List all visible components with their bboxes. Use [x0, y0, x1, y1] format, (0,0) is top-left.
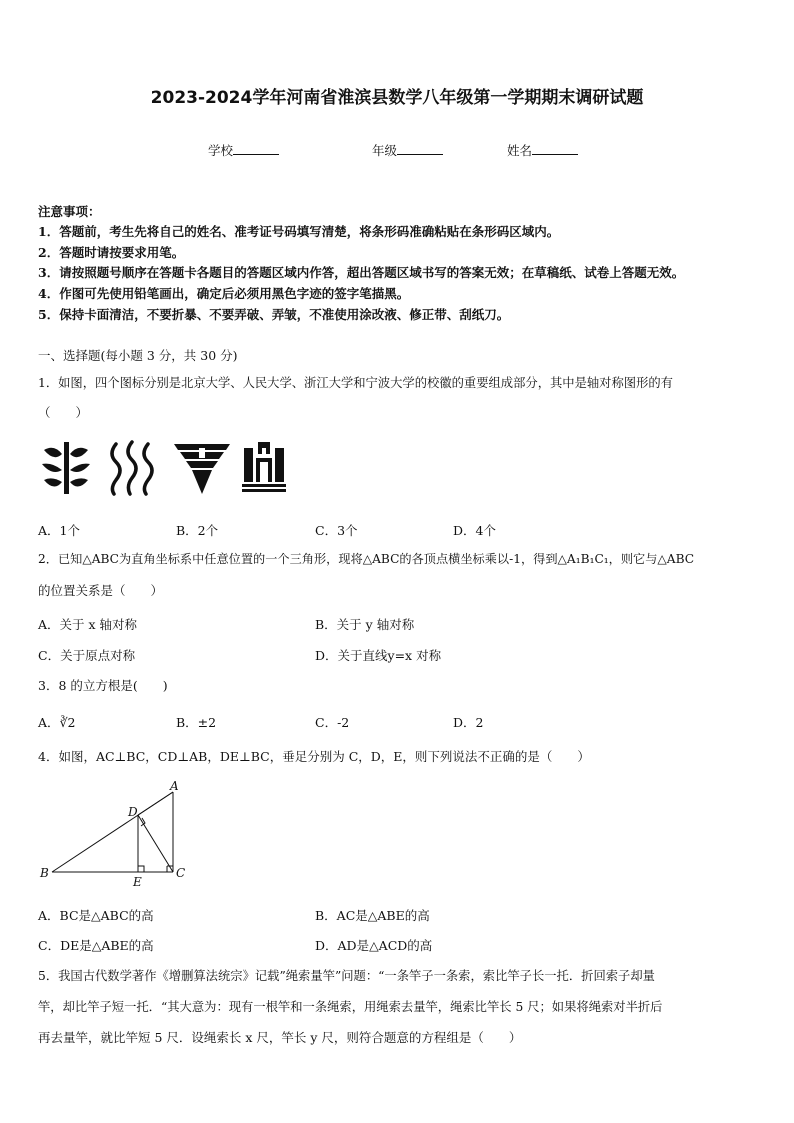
question-2-text: 2．已知△ABC为直角坐标系中任意位置的一个三角形，现将△ABC的各顶点横坐标乘以-1，得到△A₁B₁C₁，则它与△ABC [38, 552, 695, 566]
name-label: 姓名 [507, 143, 533, 158]
figure-label-c: C [176, 866, 186, 880]
question-1-text: 1．如图，四个图标分别是北京大学、人民大学、浙江大学和宁波大学的校徽的重要组成部分，其中是轴对称图形的有 [38, 376, 673, 390]
q4-option-b[interactable]: B．AC是△ABE的高 [315, 908, 430, 923]
question-1-blank: （ ） [38, 405, 89, 420]
q1-option-c[interactable]: C．3个 [315, 523, 358, 538]
question-5-text-cont: 竿，却比竿子短一托．“其大意为：现有一根竿和一条绳索，用绳索去量竿，绳索比竿长 5 尺；如果将绳索对半折后 [38, 1000, 663, 1014]
q3-option-c[interactable]: C．-2 [315, 715, 350, 730]
grade-field[interactable] [372, 141, 443, 159]
q1-option-d[interactable]: D．4个 [453, 523, 496, 538]
figure-label-d: D [128, 805, 138, 819]
q3-option-d[interactable]: D．2 [453, 715, 484, 730]
name-blank[interactable] [532, 142, 578, 155]
question-4-text: 4．如图，AC⊥BC，CD⊥AB，DE⊥BC，垂足分别为 C，D，E，则下列说法不正确的是（ ） [38, 749, 590, 764]
grade-label: 年级 [372, 143, 398, 158]
figure-label-a: A [170, 780, 179, 793]
figure-label-b: B [40, 866, 49, 880]
ningbo-university-logo [240, 440, 288, 496]
q4-option-a[interactable]: A．BC是△ABC的高 [38, 908, 154, 923]
q2-option-d[interactable]: D．关于直线y=x 对称 [315, 648, 442, 663]
page-title: 2023-2024学年河南省淮滨县数学八年级第一学期期末调研试题 [150, 88, 644, 108]
section-heading: 一、选择题(每小题 3 分，共 30 分) [38, 348, 238, 363]
grade-blank[interactable] [397, 142, 443, 155]
q2-option-a[interactable]: A．关于 x 轴对称 [38, 617, 138, 632]
q4-option-c[interactable]: C．DE是△ABE的高 [38, 938, 154, 953]
figure-label-e: E [133, 875, 142, 889]
question-5-text: 5．我国古代数学著作《增删算法统宗》记载”绳索量竿”问题：“一条竿子一条索，索比竿子长一托．折回索子却量 [38, 969, 655, 983]
notice-item: 5．保持卡面清洁，不要折暴、不要弄破、弄皱，不准使用涂改液、修正带、刮纸刀。 [38, 307, 510, 322]
school-label: 学校 [208, 143, 234, 158]
question-3-text: 3．8 的立方根是( ) [38, 678, 168, 693]
question-2-text-cont: 的位置关系是（ ） [38, 583, 164, 598]
zhejiang-university-logo [172, 440, 232, 496]
peking-university-logo [40, 440, 92, 496]
notice-heading: 注意事项： [38, 204, 101, 219]
q2-option-b[interactable]: B．关于 y 轴对称 [315, 617, 415, 632]
notice-item: 1．答题前，考生先将自己的姓名、准考证号码填写清楚，将条形码准确粘贴在条形码区域内。 [38, 224, 560, 239]
school-blank[interactable] [233, 142, 279, 155]
question-5-text-cont: 再去量竿，就比竿短 5 尺．设绳索长 x 尺，竿长 y 尺，则符合题意的方程组是（ ） [38, 1030, 522, 1045]
notice-item: 4．作图可先使用铅笔画出，确定后必须用黑色字迹的签字笔描黑。 [38, 286, 410, 301]
q3-option-b[interactable]: B．±2 [176, 715, 217, 730]
notice-item: 2．答题时请按要求用笔。 [38, 245, 185, 260]
q3-option-a[interactable]: A．∛2 [38, 715, 76, 730]
triangle-figure [38, 780, 198, 890]
school-field[interactable] [208, 141, 279, 159]
name-field[interactable] [507, 141, 578, 159]
q1-option-a[interactable]: A．1个 [38, 523, 80, 538]
q4-option-d[interactable]: D．AD是△ACD的高 [315, 938, 433, 953]
q1-option-b[interactable]: B．2个 [176, 523, 219, 538]
notice-item: 3．请按照题号顺序在答题卡各题目的答题区域内作答，超出答题区域书写的答案无效；在草稿纸、试卷上答题无效。 [38, 265, 685, 280]
q2-option-c[interactable]: C．关于原点对称 [38, 648, 136, 663]
renmin-university-logo [106, 440, 158, 496]
